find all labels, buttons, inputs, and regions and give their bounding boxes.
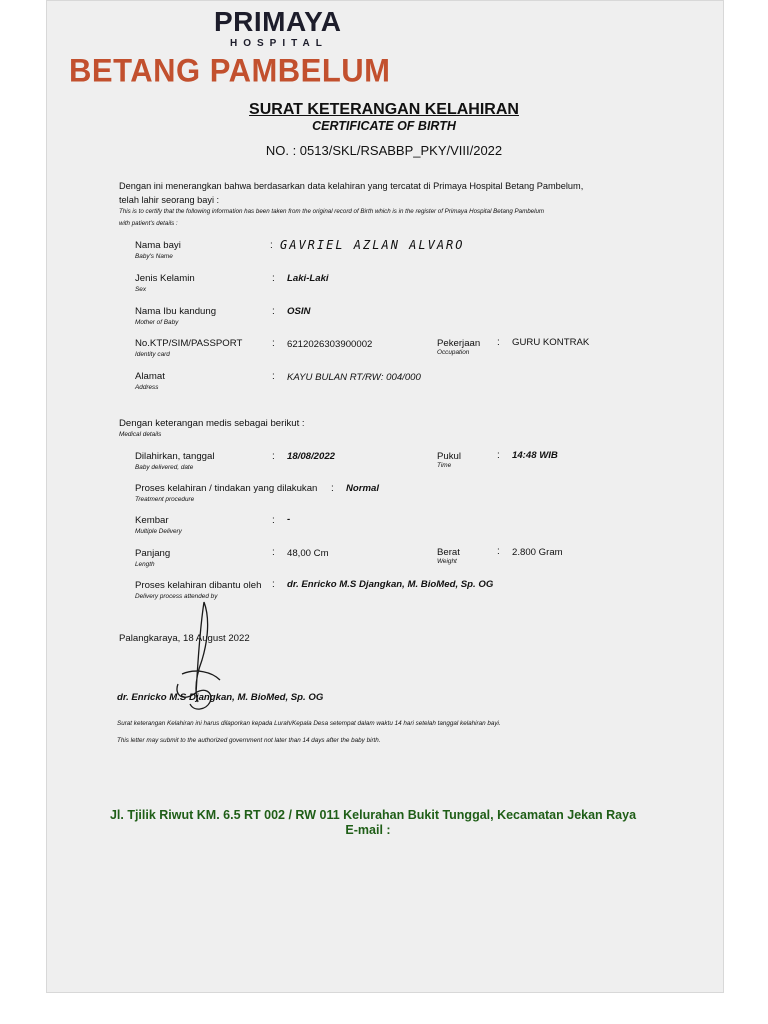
time-value: 14:48 WIB bbox=[512, 450, 558, 461]
address-value: KAYU BULAN RT/RW: 004/000 bbox=[287, 372, 421, 383]
colon: : bbox=[272, 306, 275, 317]
footer-address: Jl. Tjilik Riwut KM. 6.5 RT 002 / RW 011 Kelurahan Bukit Tunggal, Kecamatan Jekan Raya bbox=[109, 808, 637, 822]
delivered-label-en: Baby delivered, date bbox=[135, 464, 194, 471]
twin-label-en: Multiple Delivery bbox=[135, 528, 182, 535]
logo-betang-pambelum: BETANG PAMBELUM bbox=[69, 52, 391, 89]
length-label-en: Length bbox=[135, 561, 155, 568]
delivered-value: 18/08/2022 bbox=[287, 451, 336, 462]
colon: : bbox=[272, 547, 275, 558]
sex-value: Laki-Laki bbox=[287, 273, 329, 284]
colon: : bbox=[272, 338, 275, 349]
id-value: 6212026303900002 bbox=[287, 339, 373, 350]
logo-primaya: PRIMAYA bbox=[214, 6, 342, 37]
mother-label: Nama Ibu kandung bbox=[135, 306, 217, 317]
attended-value: dr. Enricko M.S Djangkan, M. BioMed, Sp. OG bbox=[287, 579, 494, 590]
process-label: Proses kelahiran / tindakan yang dilakukan bbox=[135, 483, 318, 494]
colon: : bbox=[272, 579, 275, 590]
colon: : bbox=[270, 240, 273, 251]
attended-label-en: Delivery process attended by bbox=[135, 593, 218, 600]
colon: : bbox=[497, 546, 500, 557]
twin-label: Kembar bbox=[135, 515, 169, 526]
colon: : bbox=[331, 483, 334, 494]
colon: : bbox=[272, 371, 275, 382]
medical-heading-en: Medical details bbox=[119, 431, 162, 438]
footer-email: E-mail : bbox=[345, 823, 391, 837]
medical-heading: Dengan keterangan medis sebagai berikut : bbox=[119, 418, 305, 429]
sex-label-en: Sex bbox=[135, 286, 147, 293]
intro-en-line-2: with patient's details : bbox=[119, 220, 178, 227]
time-label-en: Time bbox=[437, 462, 452, 469]
id-label-en: Identity card bbox=[135, 351, 170, 358]
intro-line-1: Dengan ini menerangkan bahwa berdasarkan data kelahiran yang tercatat di Primaya Hospital Betang Pambelum, bbox=[119, 181, 584, 191]
mother-label-en: Mother of Baby bbox=[135, 319, 179, 326]
document-title: SURAT KETERANGAN KELAHIRAN bbox=[249, 101, 519, 118]
handwritten-signature bbox=[160, 598, 250, 723]
process-value: Normal bbox=[346, 483, 380, 494]
baby-name-label: Nama bayi bbox=[135, 240, 181, 251]
weight-value: 2.800 Gram bbox=[512, 547, 563, 558]
weight-label: Berat bbox=[437, 547, 460, 558]
note-id: Surat keterangan Kelahiran ini harus dilaporkan kepada Lurah/Kepala Desa setempat dalam waktu 14 hari setelah tanggal kelahiran bayi. bbox=[117, 720, 501, 727]
occupation-value: GURU KONTRAK bbox=[512, 337, 590, 348]
sex-label: Jenis Kelamin bbox=[135, 273, 195, 284]
colon: : bbox=[272, 451, 275, 462]
time-label: Pukul bbox=[437, 451, 461, 462]
length-value: 48,00 Cm bbox=[287, 548, 329, 559]
process-label-en: Treatment procedure bbox=[135, 496, 195, 503]
colon: : bbox=[497, 450, 500, 461]
document-title-en: CERTIFICATE OF BIRTH bbox=[312, 119, 456, 133]
baby-name-value: GAVRIEL AZLAN ALVARO bbox=[280, 238, 465, 252]
mother-value: OSIN bbox=[287, 306, 311, 317]
intro-en-line-1: This is to certify that the following information has been taken from the original record of Birth which is in the register of Primaya Hospital Betang Pambelum bbox=[119, 208, 545, 215]
weight-label-en: Weight bbox=[437, 558, 457, 565]
certificate-number: NO. : 0513/SKL/RSABBP_PKY/VIII/2022 bbox=[265, 143, 503, 158]
address-label-en: Address bbox=[135, 384, 159, 391]
length-label: Panjang bbox=[135, 548, 171, 559]
twin-value: - bbox=[287, 514, 291, 525]
address-label: Alamat bbox=[135, 371, 165, 382]
delivered-label: Dilahirkan, tanggal bbox=[135, 451, 215, 462]
signer-name: dr. Enricko M.S Djangkan, M. BioMed, Sp. OG bbox=[117, 692, 324, 703]
note-en: This letter may submit to the authorized government not later than 14 days after the baby birth. bbox=[117, 737, 381, 744]
attended-label: Proses kelahiran dibantu oleh bbox=[135, 580, 262, 591]
id-label: No.KTP/SIM/PASSPORT bbox=[135, 338, 243, 349]
intro-line-2: telah lahir seorang bayi : bbox=[119, 195, 220, 205]
colon: : bbox=[272, 515, 275, 526]
signature-place-date: Palangkaraya, 18 August 2022 bbox=[119, 633, 250, 644]
occupation-label-en: Occupation bbox=[437, 349, 470, 356]
colon: : bbox=[272, 273, 275, 284]
logo-hospital: HOSPITAL bbox=[230, 38, 328, 49]
baby-name-label-en: Baby's Name bbox=[135, 253, 173, 260]
occupation-label: Pekerjaan bbox=[437, 338, 481, 349]
colon: : bbox=[497, 337, 500, 348]
